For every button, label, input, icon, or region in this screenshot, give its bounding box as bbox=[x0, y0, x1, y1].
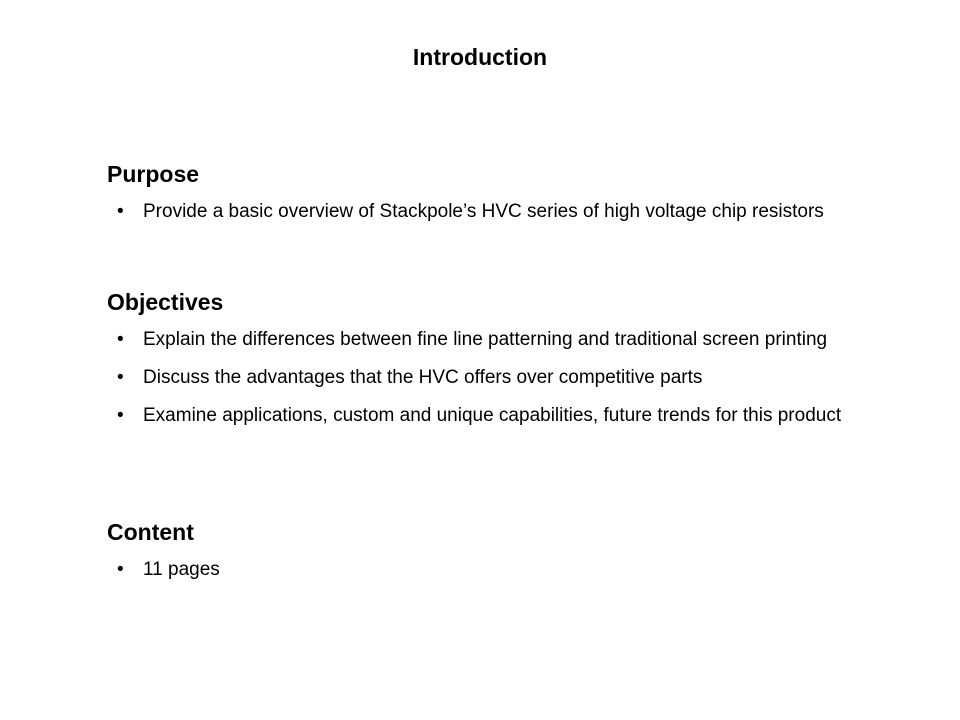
section-purpose bbox=[107, 160, 867, 236]
bullet-list-purpose bbox=[107, 198, 867, 226]
bullet-dot-icon: • bbox=[117, 559, 124, 580]
bullet-text: Provide a basic overview of Stackpole’s HVC series of high voltage chip resistors bbox=[143, 201, 824, 222]
bullet-item bbox=[107, 198, 867, 226]
bullet-list-objectives bbox=[107, 326, 867, 430]
bullet-text: Explain the differences between fine line patterning and traditional screen printing bbox=[143, 329, 828, 350]
bullet-text: Examine applications, custom and unique capabilities, future trends for this product bbox=[143, 405, 842, 426]
bullet-text: 11 pages bbox=[143, 559, 220, 580]
section-objectives bbox=[107, 288, 867, 440]
bullet-text: Discuss the advantages that the HVC offers over competitive parts bbox=[143, 367, 703, 388]
section-heading-purpose: Purpose bbox=[107, 161, 200, 187]
section-heading-objectives: Objectives bbox=[107, 289, 224, 315]
bullet-item bbox=[107, 556, 867, 584]
bullet-dot-icon: • bbox=[117, 329, 124, 350]
bullet-item bbox=[107, 402, 867, 430]
bullet-dot-icon: • bbox=[117, 405, 124, 426]
bullet-list-content bbox=[107, 556, 867, 584]
section-content bbox=[107, 518, 867, 594]
bullet-item bbox=[107, 326, 867, 354]
bullet-dot-icon: • bbox=[117, 201, 124, 222]
slide-title: Introduction bbox=[412, 44, 548, 70]
section-heading-content: Content bbox=[107, 519, 194, 545]
bullet-dot-icon: • bbox=[117, 367, 124, 388]
bullet-item bbox=[107, 364, 867, 392]
